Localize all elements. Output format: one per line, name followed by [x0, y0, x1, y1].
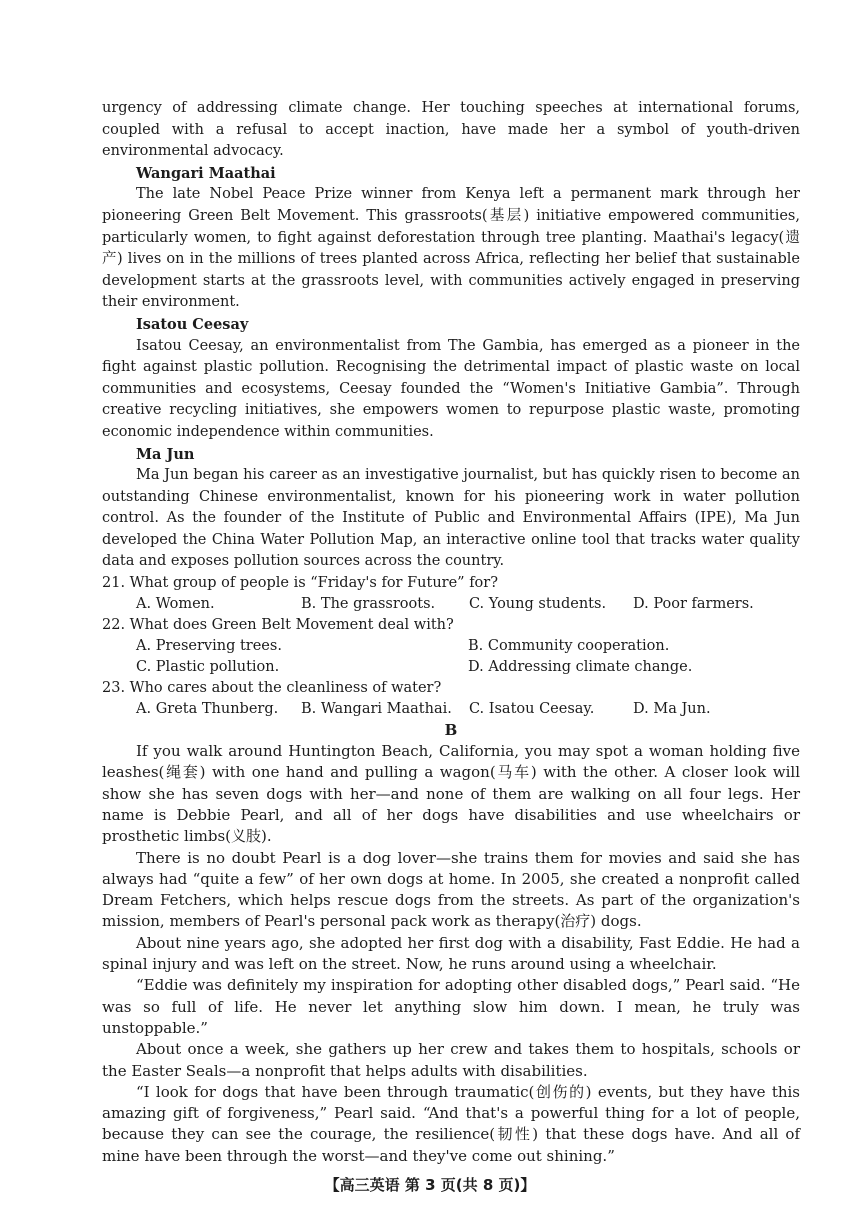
passage-b: [102, 741, 800, 1167]
paragraph: If you walk around Huntington Beach, California, you may spot a woman holding five leashes(绳套) with one hand and pulling a wagon(马车) with the other. A closer look will show she has seven dogs with her—and none of them are walking on all four legs. Her name is Debbie Pearl, and all of her dogs have disabilities and use wheelchairs or prosthetic limbs(义肢).: [102, 742, 800, 846]
option-b: B. Wangari Maathai.: [301, 701, 452, 718]
page-content: [102, 98, 800, 1167]
question-stem: 21. What group of people is “Friday's for Future” for?: [102, 575, 498, 592]
option-b: B. The grassroots.: [301, 596, 436, 613]
person-text: Ma Jun began his career as an investigative journalist, but has quickly risen to become an outstanding Chinese environmentalist, known for his pioneering work in water pollution control. As the founder of the Institute of Public and Environmental Affairs (IPE), Ma Jun developed the China Water Pollution Map, an interactive online tool that tracks water quality data and exposes pollution sources across the country.: [102, 467, 800, 570]
passage-a-intro-tail: urgency of addressing climate change. Her touching speeches at international forums, coupled with a refusal to accept inaction, have made her a symbol of youth-driven environmental advocacy.: [102, 100, 800, 160]
option-d: D. Ma Jun.: [633, 701, 711, 718]
option-a: A. Preserving trees.: [136, 638, 282, 655]
section-label: B: [444, 721, 458, 740]
question-stem: 22. What does Green Belt Movement deal with?: [102, 617, 454, 634]
person-text: The late Nobel Peace Prize winner from Kenya left a permanent mark through her pioneering Green Belt Movement. This grassroots(基层) initiative empowered communities, particularly women, to fight against deforestation through tree planting. Maathai's legacy(遗产) lives on in the millions of trees planted across Africa, reflecting her belief that sustainable development starts at the grassroots level, with communities actively engaged in preserving their environment.: [102, 186, 800, 311]
question-options: [102, 594, 800, 615]
option-a: A. Greta Thunberg.: [136, 701, 279, 718]
option-b: B. Community cooperation.: [468, 638, 670, 655]
question-stem: 23. Who cares about the cleanliness of water?: [102, 680, 442, 697]
person-heading: Wangari Maathai: [136, 164, 276, 182]
option-d: D. Poor farmers.: [633, 596, 754, 613]
option-c: C. Young students.: [468, 596, 607, 613]
option-d: D. Addressing climate change.: [468, 659, 693, 676]
option-c: C. Plastic pollution.: [136, 659, 280, 676]
question-options: [102, 636, 800, 657]
question-options: [102, 657, 800, 678]
paragraph: “I look for dogs that have been through traumatic(创伤的) events, but they have this amazing gift of forgiveness,” Pearl said. “And that's a powerful thing for a lot of people, because they can see the courage, the resilience(韧性) that these dogs have. And all of mine have been through the worst—and they've come out shining.”: [102, 1082, 800, 1165]
question-options: [102, 699, 800, 720]
person-heading: Isatou Ceesay: [136, 315, 249, 333]
question-23: [102, 678, 800, 720]
page-footer: 【高三英语 第 3 页(共 8 页)】: [324, 1176, 536, 1194]
option-c: C. Isatou Ceesay.: [468, 701, 595, 718]
person-heading: Ma Jun: [136, 445, 195, 463]
person-text: Isatou Ceesay, an environmentalist from The Gambia, has emerged as a pioneer in the fight against plastic pollution. Recognising the detrimental impact of plastic waste on local communities and ecosystems, Ceesay founded the “Women's Initiative Gambia”. Through creative recycling initiatives, she empowers women to repurpose plastic waste, promoting economic independence within communities.: [102, 337, 800, 440]
option-a: A. Women.: [136, 596, 215, 613]
paragraph: “Eddie was definitely my inspiration for adopting other disabled dogs,” Pearl said. “He was so full of life. He never let anything slow him down. I mean, he truly was unstoppable.”: [102, 976, 800, 1037]
question-21: [102, 573, 800, 615]
paragraph: About once a week, she gathers up her crew and takes them to hospitals, schools or the Easter Seals—a nonprofit that helps adults with disabilities.: [102, 1040, 800, 1080]
paragraph: About nine years ago, she adopted her first dog with a disability, Fast Eddie. He had a spinal injury and was left on the street. Now, he runs around using a wheelchair.: [102, 933, 800, 974]
paragraph: There is no doubt Pearl is a dog lover—she trains them for movies and said she has always had “quite a few” of her own dogs at home. In 2005, she created a nonprofit called Dream Fetchers, which helps rescue dogs from the streets. As part of the organization's mission, members of Pearl's personal pack work as therapy(治疗) dogs.: [102, 848, 800, 931]
question-22: [102, 615, 800, 678]
